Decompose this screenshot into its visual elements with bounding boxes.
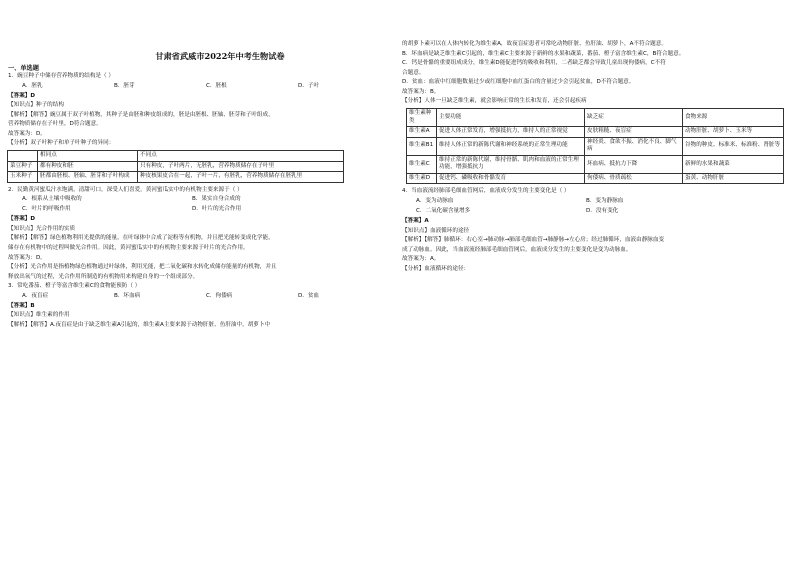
table-cell: 新鲜的水果和蔬菜 (683, 155, 784, 173)
table-cell: 都有种皮和胚 (38, 161, 138, 172)
option-c: C．叶片的呼吸作用 (22, 206, 71, 213)
table-cell: 维持人体正常的新陈代谢和神经系统的正常生理功能 (437, 137, 585, 155)
table-cell: 食物来源 (683, 109, 784, 127)
option-b: B．果实自身合成的 (192, 196, 241, 203)
seed-comparison-table (7, 150, 344, 183)
option-b: B．变为静脉血 (586, 198, 624, 204)
table-cell: 维持正常的新陈代谢，维持骨骼、肌肉和血液的正常生理功能，增强抵抗力 (437, 155, 585, 173)
option-b: B．坏血病 (114, 292, 141, 299)
option-c: C．佝偻病 (206, 292, 233, 299)
fenxi-line: 【分析】光合作用是指植物绿色植物通过叶绿体，利用光能，把二氧化碳和水转化成储存能量的有机物，并且 (8, 264, 277, 271)
result-line: 故答案为：D。 (8, 130, 46, 137)
question-1-stem: 1．豌豆种子中储存营养物质的结构是（ ） (8, 73, 115, 79)
table-header-row (407, 109, 784, 127)
option-d: D．没有变化 (586, 207, 619, 214)
table-cell: 维生素D (407, 173, 437, 184)
analysis-line: B．坏血病是缺乏维生素C引起的，维生素C主要来源于新鲜的水果和蔬菜，番茄、橙子富含维生素C，B符合题意。 (402, 50, 685, 57)
analysis-line: D．贫血：血液中红细胞数量过少或红细胞中血红蛋白的含量过少会引起贫血，D不符合题意。 (402, 79, 635, 86)
option-c: C．胚根 (206, 82, 227, 89)
question-2-options (22, 196, 392, 213)
table-cell: 维生素C (407, 155, 437, 173)
analysis-line: 【解析】【解答】A.夜盲症是由于缺乏维生素A引起的，维生素A主要来源于动物肝脏、鱼肝油中，胡萝卜中 (8, 321, 271, 328)
table-cell: 动物肝脏、胡萝卜、玉米等 (683, 127, 784, 138)
result-line: 故答案为：B。 (402, 88, 440, 95)
result-line: 故答案为：D。 (8, 254, 46, 261)
table-cell: 维生素B1 (407, 137, 437, 155)
question-3-options (22, 293, 392, 300)
question-4-stem: 4．当血液流经肺部毛细血管网后，血液成分发生的主要变化是（ ） (402, 188, 570, 195)
table-cell: 种皮核果皮合在一起，子叶一片，有胚乳，营养物质储存在胚乳里 (138, 172, 344, 183)
knowledge-point: 【知识点】血液循环的途径 (402, 227, 470, 234)
answer: 【答案】B (8, 302, 35, 309)
table-row (407, 127, 784, 138)
option-a: A．夜盲症 (22, 292, 49, 299)
table-header-row (8, 151, 344, 162)
option-b: B．胚芽 (114, 82, 135, 89)
result-line: 故答案为：A。 (402, 256, 440, 263)
table-cell: 只有种皮，子叶两片，无胚乳，营养物质储存在子叶里 (138, 161, 344, 172)
table-cell: 促进人体正常发育，增强抵抗力，维持人的正常视觉 (437, 127, 585, 138)
left-column (8, 0, 392, 332)
fenxi-line: 【分析】血液循环的途径： (402, 265, 470, 272)
analysis-line: 的胡萝卜素可以在人体内转化为维生素A，故夜盲症患者可常吃动物肝脏、鱼肝油、胡萝卜，A不符合题意。 (402, 41, 667, 47)
question-4-options (416, 198, 786, 215)
table-cell: 相同点 (38, 151, 138, 162)
option-d: D．子叶 (298, 82, 320, 89)
table-cell: 坏血病、抵抗力下降 (585, 155, 683, 173)
knowledge-point: 【知识点】种子的结构 (8, 102, 64, 109)
fenxi-line: 释放出氧气的过程，光合作用所制造的有机物用来构建自身的一个组成部分。 (8, 273, 199, 280)
analysis-line: 营养物质储存在子叶里，D符合题意。 (8, 121, 102, 128)
table-cell: 胚都由胚根、胚轴、胚芽和子叶构成 (38, 172, 138, 183)
fenxi-line: 【分析】双子叶种子和单子叶种子的异同： (8, 140, 115, 147)
option-c: C．二氧化碳含量增多 (416, 207, 471, 214)
fenxi-line: 【分析】人体一旦缺乏维生素，就会影响正常的生长和发育，还会引起疾病 (402, 98, 587, 105)
analysis-line: C．钙是骨骼的重要组成成分，维生素D能促进钙的吸收和利用，二者缺乏都会导致儿童出现佝偻病，C不符 (402, 60, 666, 67)
answer: 【答案】D (8, 216, 36, 223)
table-cell: 蛋黄、动物肝脏 (683, 173, 784, 184)
analysis-line: 合题意。 (402, 69, 425, 76)
question-1-options (22, 83, 392, 90)
analysis-line: 【解析】【解答】豌豆属于双子叶植物，其种子是由胚和种皮组成的，胚是由胚根、胚轴、胚芽和子叶组成， (8, 111, 274, 118)
analysis-line: 储存在有机物中的过程叫做光合作用。因此，黄河蜜瓜实中的有机物主要来源于叶片的光合作用。 (8, 244, 249, 251)
table-cell: 维生素A (407, 127, 437, 138)
table-cell: 维生素种类 (407, 109, 437, 127)
question-3-stem: 3．常吃番茄、橙子等富含维生素C的食物能预防（ ） (8, 283, 141, 290)
table-row (407, 137, 784, 155)
table-row (407, 155, 784, 173)
option-d: D．叶片的光合作用 (192, 206, 242, 213)
table-cell (8, 151, 38, 162)
table-cell: 不同点 (138, 151, 344, 162)
right-column (402, 0, 786, 275)
analysis-line: 【解析】【解答】绿色植物利用光提供的能量，在叶绿体中合成了淀粉等有机物，并且把光能转变成化学能， (8, 235, 274, 242)
table-cell: 缺乏症 (585, 109, 683, 127)
option-d: D．贫血 (298, 292, 320, 299)
answer: 【答案】A (402, 217, 429, 224)
question-2-stem: 2．民勤黄河蜜瓜汁水饱满，清甜可口，深受人们喜爱。黄河蜜瓜实中的有机物主要来源于（ ） (8, 186, 243, 193)
table-cell: 主要功能 (437, 109, 585, 127)
analysis-line: 【解析】【解答】肺循环：右心室→肺动脉→肺部毛细血管→肺静脉→左心房；经过肺循环，血液由静脉血变 (402, 237, 665, 244)
table-cell: 谷物的种皮、标准米、标准粉、肾脏等 (683, 137, 784, 155)
knowledge-point: 【知识点】光合作用的实质 (8, 225, 76, 232)
vitamin-table (406, 108, 784, 184)
option-a: A．根系从土壤中吸收的 (22, 196, 82, 203)
table-row (8, 161, 344, 172)
table-cell: 皮肤粗糙、夜盲症 (585, 127, 683, 138)
table-cell: 神经炎、食欲不振、消化不良、脚气病 (585, 137, 683, 155)
analysis-line: 成了动脉血。因此，当血液流经肺部毛细血管网后，血液成分发生的主要变化是变为动脉血。 (402, 246, 632, 253)
knowledge-point: 【知识点】维生素的作用 (8, 312, 70, 319)
option-a: A．胚乳 (22, 82, 43, 89)
option-a: A．变为动脉血 (416, 198, 454, 204)
table-cell: 菜豆种子 (8, 161, 38, 172)
section-heading: 一、单选题 (8, 65, 39, 73)
table-cell: 佝偻病、骨质疏松 (585, 173, 683, 184)
table-cell: 促进钙、磷吸收和骨骼发育 (437, 173, 585, 184)
answer: 【答案】D (8, 92, 36, 99)
table-row (8, 172, 344, 183)
page-title: 甘肃省武威市2022年中考生物试卷 (155, 51, 285, 61)
table-cell: 玉米种子 (8, 172, 38, 183)
table-row (407, 173, 784, 184)
